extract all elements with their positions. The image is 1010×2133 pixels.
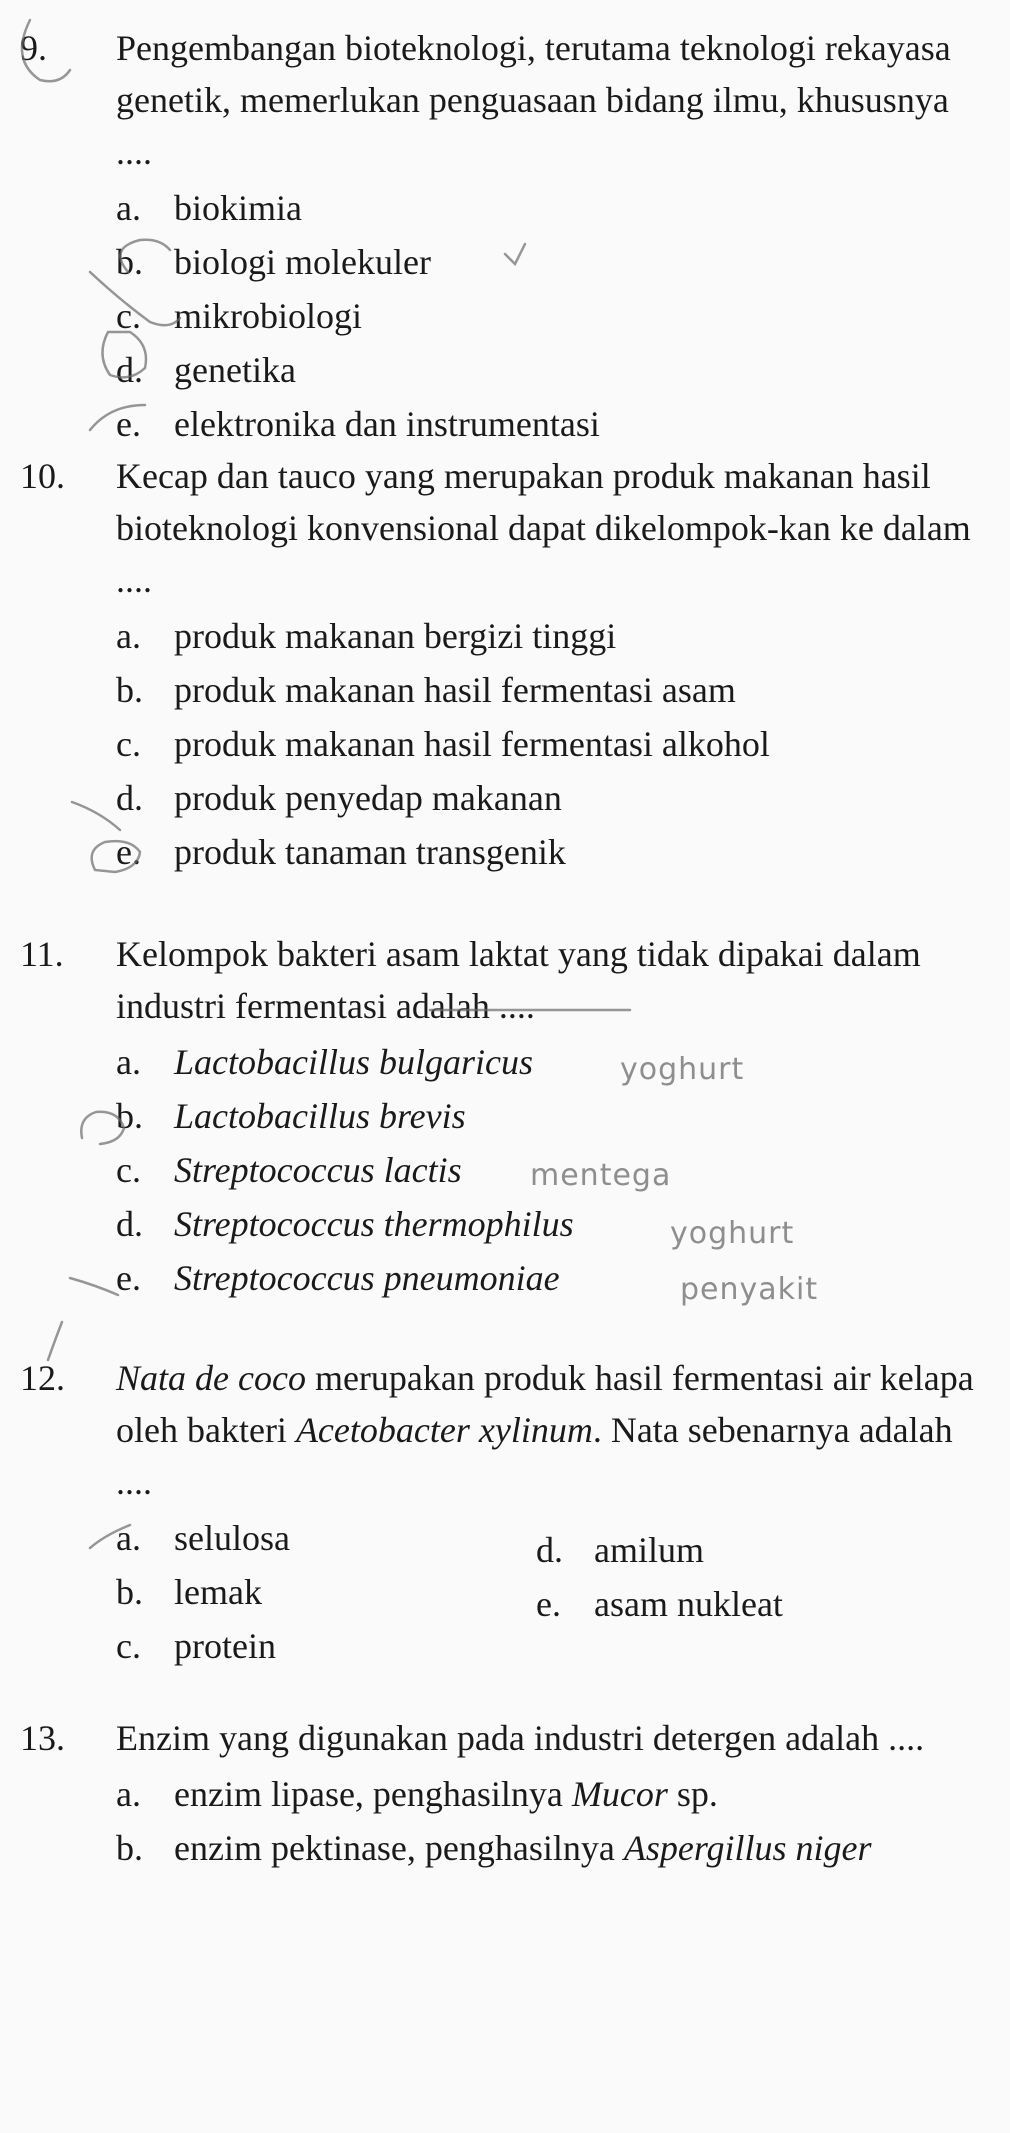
option-letter: e.	[116, 404, 141, 444]
question-number: 13.	[20, 1718, 65, 1758]
answer-circle-d-9	[102, 332, 146, 377]
answer-mark-a-12	[90, 1525, 130, 1548]
option-text: Lactobacillus bulgaricus	[174, 1042, 533, 1082]
option-text: genetika	[174, 350, 296, 390]
option-letter: a.	[116, 616, 141, 656]
option-letter: b.	[116, 670, 143, 710]
handwritten-note-mentega: mentega	[530, 1158, 672, 1193]
option-text-plain: enzim lipase, penghasilnya	[174, 1774, 572, 1814]
option-text: biokimia	[174, 188, 302, 228]
option-text: biologi molekuler	[174, 242, 431, 282]
option-letter: d.	[116, 350, 143, 390]
answer-circle-e-9	[90, 405, 145, 430]
option-text-plain: enzim pektinase, penghasilnya	[174, 1828, 624, 1868]
question-number: 9.	[20, 28, 47, 68]
answer-circle-d-10	[72, 802, 120, 830]
option-letter: d.	[116, 778, 143, 818]
answer-circle-b-11	[81, 1112, 124, 1144]
option-letter: d.	[536, 1530, 563, 1570]
option-text: asam nukleat	[594, 1584, 783, 1624]
option-letter: a.	[116, 1042, 141, 1082]
option-text: lemak	[174, 1572, 262, 1612]
question-text: Enzim yang digunakan pada industri detergen adalah ....	[116, 1718, 925, 1758]
option-text: protein	[174, 1626, 276, 1666]
option-text: Streptococcus pneumoniae	[174, 1258, 560, 1298]
question-text-part: merupakan produk hasil fermentasi air kelapa oleh bakteri	[116, 1358, 974, 1450]
option-text: produk makanan bergizi tinggi	[174, 616, 617, 656]
option-letter: d.	[116, 1204, 143, 1244]
option-text-tail: sp.	[667, 1774, 718, 1814]
option-letter: a.	[116, 1518, 141, 1558]
option-letter: e.	[116, 832, 141, 872]
option-text-italic: Mucor	[571, 1774, 668, 1814]
option-text-italic: Aspergillus niger	[623, 1828, 872, 1868]
question-text: Kecap dan tauco yang merupakan produk makanan hasil bioteknologi konvensional dapat dikelompok-kan ke dalam ....	[116, 456, 971, 600]
question-text-italic-nata: Nata de coco	[116, 1358, 306, 1398]
option-text: elektronika dan instrumentasi	[174, 404, 600, 444]
option-text: amilum	[594, 1530, 704, 1570]
answer-circle-e-10	[92, 841, 140, 872]
question-text: Pengembangan bioteknologi, terutama teknologi rekayasa genetik, memerlukan penguasaan bidang ilmu, khususnya ....	[116, 28, 951, 172]
handwritten-note-penyakit: penyakit	[680, 1272, 819, 1307]
option-text: Lactobacillus brevis	[174, 1096, 466, 1136]
option-letter: e.	[116, 1258, 141, 1298]
option-text: Streptococcus thermophilus	[174, 1204, 574, 1244]
question-number: 12.	[20, 1358, 65, 1398]
question-number: 10.	[20, 456, 65, 496]
option-letter: a.	[116, 1774, 141, 1814]
option-letter: b.	[116, 1572, 143, 1612]
question-number: 11.	[20, 934, 64, 974]
option-text: Streptococcus lactis	[174, 1150, 462, 1190]
answer-circle-b-9	[120, 240, 170, 272]
option-letter: c.	[116, 1626, 141, 1666]
option-letter: e.	[536, 1584, 561, 1624]
option-letter: b.	[116, 242, 143, 282]
question-text-part: . Nata sebenarnya adalah ....	[116, 1410, 953, 1502]
option-text: mikrobiologi	[174, 296, 362, 336]
option-text: produk makanan hasil fermentasi asam	[174, 670, 736, 710]
margin-arc-mark	[22, 20, 70, 81]
answer-mark-e-11	[48, 1278, 118, 1360]
option-letter: c.	[116, 296, 141, 336]
option-letter: c.	[116, 1150, 141, 1190]
answer-circle-c-9	[90, 272, 180, 325]
option-letter: b.	[116, 1096, 143, 1136]
option-letter: a.	[116, 188, 141, 228]
option-letter: c.	[116, 724, 141, 764]
option-text: selulosa	[174, 1518, 290, 1558]
option-text: produk makanan hasil fermentasi alkohol	[174, 724, 770, 764]
question-text: Kelompok bakteri asam laktat yang tidak dipakai dalam industri fermentasi adalah ....	[116, 934, 921, 1026]
handwritten-note-yoghurt-2: yoghurt	[670, 1216, 795, 1251]
option-text: produk tanaman transgenik	[174, 832, 566, 872]
tick-b-9	[505, 244, 525, 264]
handwritten-note-yoghurt: yoghurt	[620, 1052, 745, 1087]
option-text: produk penyedap makanan	[174, 778, 562, 818]
question-text-italic-acetobacter: Acetobacter xylinum	[295, 1410, 593, 1450]
option-letter: b.	[116, 1828, 143, 1868]
